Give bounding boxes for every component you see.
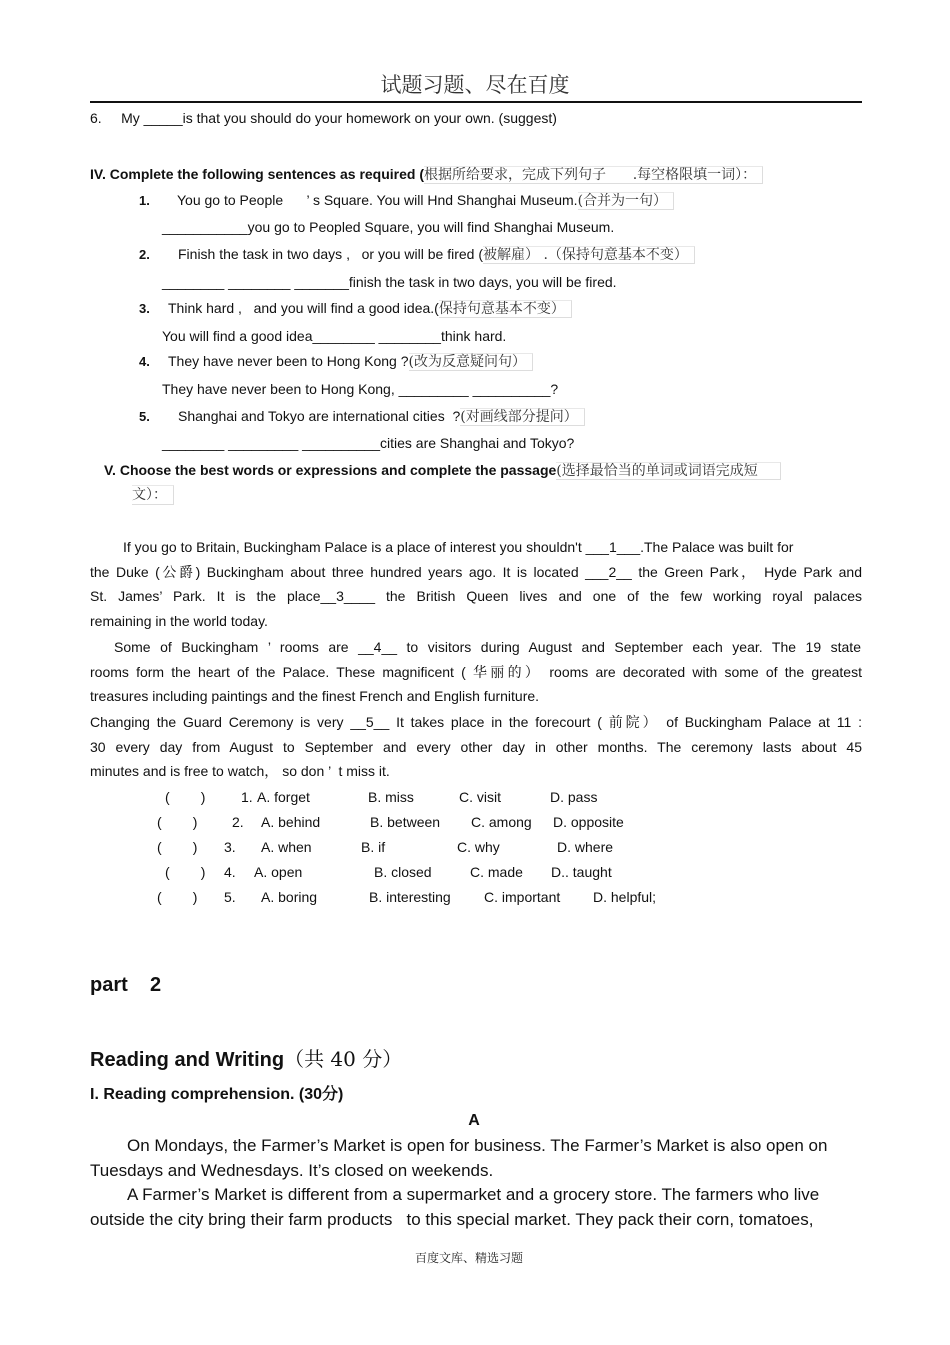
part-2-title-score: （共 40 分） bbox=[284, 1047, 403, 1071]
option-b: B. between bbox=[370, 814, 441, 830]
item-1-number: 1. bbox=[139, 193, 150, 208]
item-5-note: (对画线部分提问） bbox=[460, 408, 584, 426]
item-2-answer: ________ ________ _______finish the task in two days, you will be fired. bbox=[162, 274, 617, 290]
passage-line-1: If you go to Britain, Buckingham Palace is a place of interest you shouldn't ___1___.The Palace was built for bbox=[123, 539, 794, 555]
option-d: D. helpful; bbox=[593, 889, 657, 905]
page-footer: 百度文库、精选习题 bbox=[414, 1251, 523, 1265]
option-number: 4. bbox=[224, 864, 236, 880]
item-5-prompt: Shanghai and Tokyo are international cities ? bbox=[178, 408, 461, 424]
option-a: A. open bbox=[254, 864, 303, 880]
item-4-answer: They have never been to Hong Kong, _________ __________? bbox=[162, 381, 559, 397]
answer-paren[interactable]: ( ) bbox=[157, 814, 198, 830]
item-2-number: 2. bbox=[139, 247, 150, 262]
passage-line-9: 30 every day from August to September and every other day in other months. The ceremony lasts about 45 bbox=[90, 739, 862, 755]
option-b: B. closed bbox=[374, 864, 432, 880]
reading-line-3: A Farmer’s Market is different from a supermarket and a grocery store. The farmers who live bbox=[127, 1185, 820, 1204]
item-2-text bbox=[178, 245, 695, 264]
part-2-label: part 2 bbox=[90, 974, 162, 996]
option-c: C. important bbox=[484, 889, 561, 905]
answer-paren[interactable]: ( ) bbox=[157, 839, 198, 855]
item-5-number: 5. bbox=[139, 409, 150, 424]
item-3-number: 3. bbox=[139, 301, 150, 316]
reading-heading: I. Reading comprehension. (30分) bbox=[90, 1086, 344, 1103]
item-4-text bbox=[168, 352, 533, 371]
question-6: 6. My _____is that you should do your homework on your own. (suggest) bbox=[90, 110, 557, 126]
item-4-prompt: They have never been to Hong Kong ? bbox=[168, 353, 409, 369]
option-a: A. when bbox=[261, 839, 312, 855]
answer-paren[interactable]: ( ) bbox=[157, 889, 198, 905]
item-4-number: 4. bbox=[139, 354, 150, 369]
part-2-title bbox=[90, 1046, 402, 1073]
passage-line-2: the Duke (公爵) Buckingham about three hundred years ago. It is located ___2__ the Green Park， Hyde Park and bbox=[90, 564, 862, 580]
item-2-note: 被解雇） .（保持句意基本不变） bbox=[483, 246, 695, 264]
part-2-title-text: Reading and Writing bbox=[90, 1049, 285, 1071]
item-3-prompt: Think hard , and you will find a good idea.( bbox=[168, 300, 439, 316]
header-rule bbox=[90, 101, 862, 103]
item-4-note: (改为反意疑问句） bbox=[409, 353, 533, 371]
option-a: A. boring bbox=[261, 889, 318, 905]
section-4-heading-en: IV. Complete the following sentences as required ( bbox=[90, 166, 425, 182]
item-1-prompt: You go to People ’ s Square. You will Hnd Shanghai Museum. bbox=[177, 192, 578, 208]
item-5-answer: ________ _________ __________cities are Shanghai and Tokyo? bbox=[162, 435, 575, 451]
section-4-heading-cn: 根据所给要求，完成下列句子 .每空格限填一词）： bbox=[424, 166, 763, 184]
item-1-note: (合并为一句） bbox=[578, 192, 674, 210]
item-5-text bbox=[178, 407, 585, 426]
option-b: B. interesting bbox=[369, 889, 451, 905]
option-d: D. pass bbox=[550, 789, 598, 805]
option-number: 5. bbox=[224, 889, 236, 905]
option-a: A. behind bbox=[261, 814, 321, 830]
passage-line-6: rooms form the heart of the Palace. These magnificent ( 华丽的） rooms are decorated with some of the greatest bbox=[90, 664, 862, 680]
reading-line-2: Tuesdays and Wednesdays. It’s closed on weekends. bbox=[90, 1161, 494, 1180]
option-number: 1. bbox=[241, 789, 253, 805]
option-b: B. if bbox=[361, 839, 386, 855]
section-5-heading-cn: (选择最恰当的单词或词语完成短 bbox=[556, 462, 780, 480]
reading-line-1: On Mondays, the Farmer’s Market is open for business. The Farmer’s Market is also open on bbox=[127, 1136, 828, 1155]
option-c: C. visit bbox=[459, 789, 501, 805]
passage-line-10: minutes and is free to watch， so don ’ t miss it. bbox=[90, 763, 390, 779]
passage-line-4: remaining in the world today. bbox=[90, 613, 268, 629]
page-header-title: 试题习题、尽在百度 bbox=[380, 73, 570, 97]
item-3-note: 保持句意基本不变） bbox=[439, 300, 572, 318]
option-number: 3. bbox=[224, 839, 236, 855]
passage-line-3: St. James’ Park. It is the place__3____ the British Queen lives and one of the few working royal palaces bbox=[90, 588, 862, 604]
item-1-answer: ___________you go to Peopled Square, you will find Shanghai Museum. bbox=[162, 219, 615, 235]
answer-paren[interactable]: ( ) bbox=[165, 789, 206, 805]
section-5-heading bbox=[104, 461, 781, 480]
section-5-heading-cn-2: 文）： bbox=[132, 485, 174, 505]
passage-line-7: treasures including paintings and the finest French and English furniture. bbox=[90, 688, 540, 704]
item-1-text bbox=[177, 191, 674, 210]
option-c: C. made bbox=[470, 864, 523, 880]
item-2-prompt: Finish the task in two days , or you will be fired ( bbox=[178, 246, 484, 262]
item-3-text bbox=[168, 299, 572, 318]
answer-paren[interactable]: ( ) bbox=[165, 864, 206, 880]
option-b: B. miss bbox=[368, 789, 414, 805]
option-a: A. forget bbox=[257, 789, 310, 805]
option-d: D.. taught bbox=[551, 864, 612, 880]
section-4-heading bbox=[90, 165, 763, 184]
option-d: D. opposite bbox=[553, 814, 624, 830]
reading-line-4: outside the city bring their farm products to this special market. They pack their corn, tomatoes, bbox=[90, 1210, 814, 1229]
option-d: D. where bbox=[557, 839, 614, 855]
item-3-answer: You will find a good idea________ ________think hard. bbox=[162, 328, 507, 344]
option-number: 2. bbox=[232, 814, 244, 830]
option-c: C. why bbox=[457, 839, 500, 855]
passage-line-8: Changing the Guard Ceremony is very __5__ It takes place in the forecourt ( 前院） of Buckingham Palace at 11 : bbox=[90, 714, 862, 730]
section-5-heading-en: V. Choose the best words or expressions and complete the passage bbox=[104, 462, 557, 478]
passage-a-label: A bbox=[468, 1112, 480, 1129]
passage-line-5: Some of Buckingham ’ rooms are __4__ to visitors during August and September each year. The 19 state bbox=[114, 639, 861, 655]
option-c: C. among bbox=[471, 814, 532, 830]
